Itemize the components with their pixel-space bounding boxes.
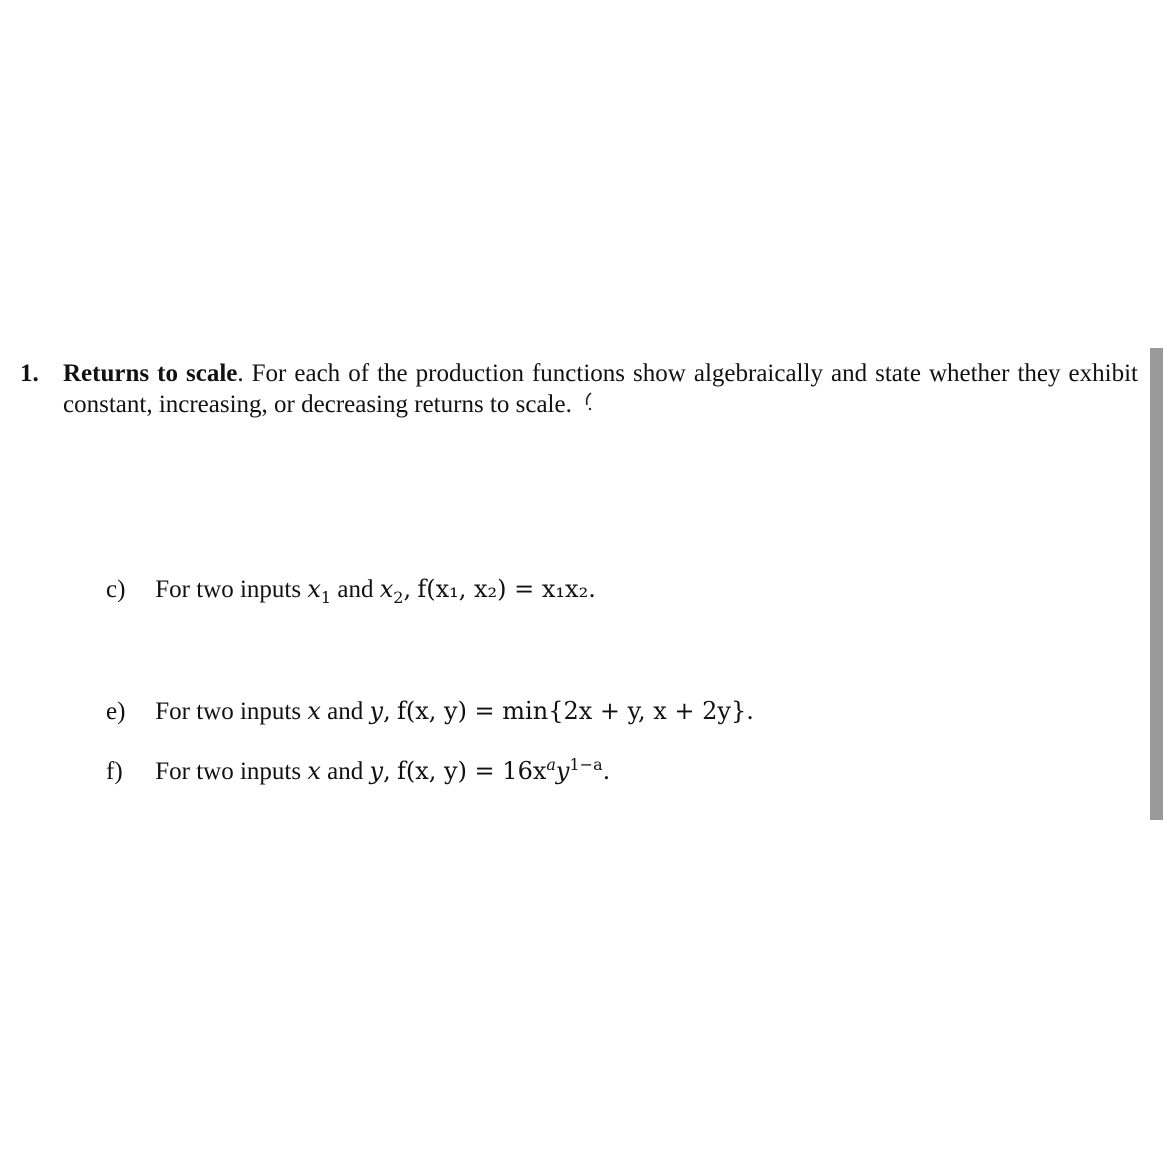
scrollbar[interactable] <box>1150 348 1163 820</box>
part-e <box>106 696 754 727</box>
math-var: $x_1$ <box>307 575 332 607</box>
math-function: f(x, y) = min{2x + y, x + 2y}. <box>396 697 754 725</box>
problem-statement <box>63 358 1138 420</box>
part-text: For two inputs <box>155 758 302 785</box>
part-conj: and <box>327 698 364 725</box>
math-function: f(x, $y) = 16x^ay^{1-a}$. <box>396 755 611 785</box>
part-label: e) <box>106 698 126 725</box>
problem-title: Returns to scale <box>63 360 238 387</box>
math-var: $x_2$, <box>379 575 412 607</box>
part-conj: and <box>327 758 364 785</box>
math-function: f(x₁, x₂) = x₁x₂. <box>417 575 596 603</box>
part-text: For two inputs <box>155 698 302 725</box>
problem-header <box>20 358 1138 420</box>
math-var: y, <box>369 697 391 725</box>
part-conj: and <box>337 576 374 603</box>
math-var: x <box>307 697 321 725</box>
part-label: c) <box>106 576 126 603</box>
part-c <box>106 574 596 605</box>
problem-intro: . For each of the production functions show algebraically and state whether they exhibit constant, increasing, or decreasing returns to scale. <box>63 360 1138 418</box>
part-f <box>106 756 610 787</box>
math-var: x <box>307 757 321 785</box>
problem-number: 1. <box>20 360 39 387</box>
problem-block <box>20 358 1138 420</box>
part-text: For two inputs <box>155 576 302 603</box>
math-var: y, <box>369 757 391 785</box>
cropped-paren-fragment <box>582 390 596 416</box>
part-label: f) <box>106 758 123 785</box>
